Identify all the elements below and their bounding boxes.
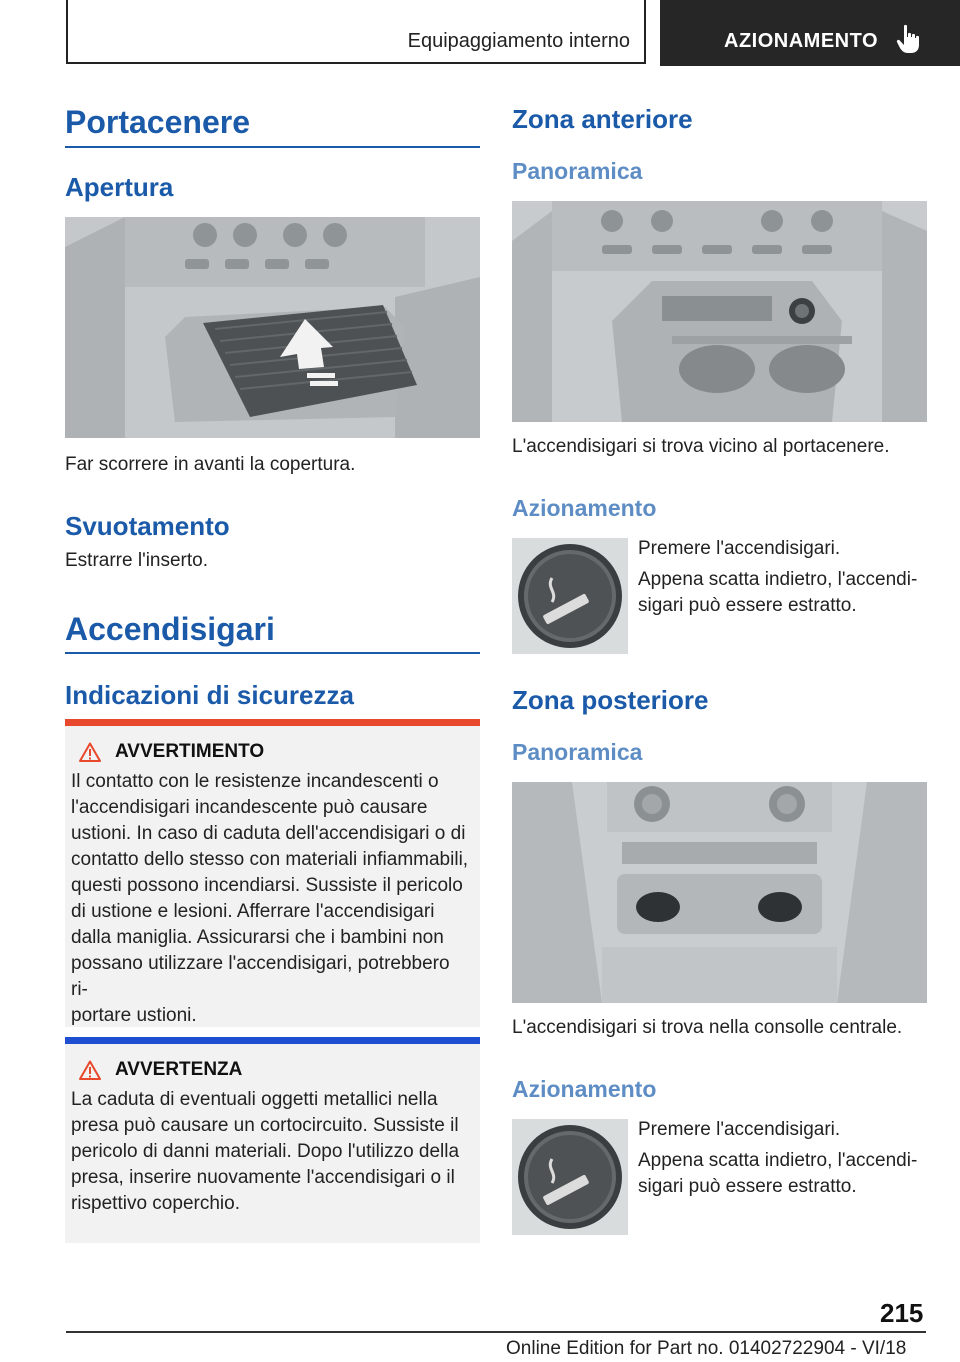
warning-text: Il contatto con le resistenze incandescenti o l'accendisigari incandescente può causare ustioni. In caso di caduta dell'accendisigari o di contatto dello stesso con materiali infiammabili, questi possono incendiarsi. Sussiste il pericolo di ustione e lesioni. Afferrare l'accendisigari dalla maniglia. Assicurarsi che i bambini non possano utilizzare l'accendisigari, potrebbero ri- portare ustioni. [71, 771, 469, 1026]
ashtray-cover-image [65, 217, 480, 438]
heading-panoramica-rear: Panoramica [512, 739, 643, 765]
front-op-step1: Premere l'accendisigari. [638, 538, 841, 559]
notice-box [65, 1037, 480, 1243]
footer-edition: Online Edition for Part no. 01402722904 - VI/18 [506, 1338, 907, 1359]
front-op-step2b: sigari può essere estratto. [638, 595, 857, 616]
header-chapter-box [660, 0, 960, 66]
heading-zona-posteriore: Zona posteriore [512, 685, 709, 715]
cigarette-lighter-button-image [512, 1119, 628, 1235]
title-rule-2 [65, 652, 480, 654]
rear-op-step2b: sigari può essere estratto. [638, 1176, 857, 1197]
hand-pointer-icon [896, 24, 922, 54]
heading-panoramica-front: Panoramica [512, 158, 643, 184]
warning-box [65, 719, 480, 1027]
heading-azionamento-rear: Azionamento [512, 1076, 657, 1102]
header-section-title: Equipaggiamento interno [407, 30, 630, 52]
front-console-image [512, 201, 927, 422]
rear-op-step1: Premere l'accendisigari. [638, 1119, 841, 1140]
heading-zona-anteriore: Zona anteriore [512, 104, 693, 134]
page-number: 215 [880, 1298, 924, 1328]
apertura-caption: Far scorrere in avanti la copertura. [65, 454, 356, 475]
cigarette-lighter-button-image [512, 538, 628, 654]
header-chapter-title: AZIONAMENTO [724, 30, 879, 52]
front-op-step2a: Appena scatta indietro, l'accendi- [638, 569, 918, 590]
title-accendisigari: Accendisigari [65, 611, 275, 647]
notice-text: La caduta di eventuali oggetti metallici nella presa può causare un cortocircuito. Sussiste il pericolo di danni materiali. Dopo l'utilizzo della presa, inserire nuovamente l'accendisigari o il rispettivo coperchio. [71, 1089, 460, 1214]
warning-title: AVVERTIMENTO [115, 741, 265, 762]
warning-bar [65, 719, 480, 726]
heading-svuotamento: Svuotamento [65, 511, 230, 541]
heading-azionamento-front: Azionamento [512, 495, 657, 521]
title-rule [65, 146, 480, 148]
front-caption: L'accendisigari si trova vicino al portacenere. [512, 436, 890, 457]
rear-console-image [512, 782, 927, 1003]
footer-rule [66, 1331, 926, 1333]
heading-sicurezza: Indicazioni di sicurezza [65, 680, 354, 710]
warning-triangle-icon [79, 1060, 101, 1080]
title-portacenere: Portacenere [65, 104, 250, 140]
header-section-box [66, 0, 646, 64]
rear-op-step2a: Appena scatta indietro, l'accendi- [638, 1150, 918, 1171]
notice-title: AVVERTENZA [115, 1059, 243, 1080]
svuotamento-text: Estrarre l'inserto. [65, 550, 209, 571]
rear-caption: L'accendisigari si trova nella consolle centrale. [512, 1017, 903, 1038]
heading-apertura: Apertura [65, 172, 174, 202]
notice-bar [65, 1037, 480, 1044]
warning-triangle-icon [79, 742, 101, 762]
